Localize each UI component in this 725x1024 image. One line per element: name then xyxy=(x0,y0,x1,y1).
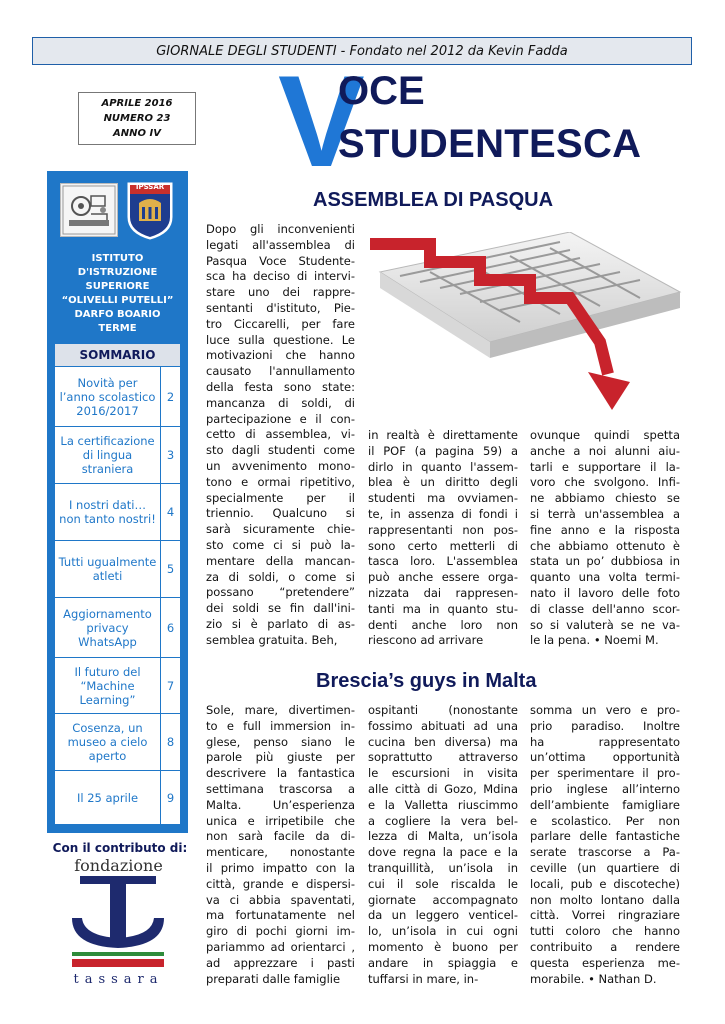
text-line: dell’ambiente famigliare xyxy=(530,797,680,812)
text-line: mancanza di soldi, di xyxy=(206,395,355,410)
text-line: va ci abbia spaventati, xyxy=(206,892,355,907)
sommario-item-page: 7 xyxy=(166,678,175,693)
sommario-item-page: 6 xyxy=(166,620,175,635)
sommario-row[interactable] xyxy=(55,427,180,484)
text-line: glese, penso siano le xyxy=(206,734,355,749)
text-line: sono certo metterli di xyxy=(368,538,518,553)
institute-line: ISTITUTO xyxy=(91,253,144,264)
text-line: tasca loro. L'assemblea xyxy=(368,554,518,569)
text-line: alle città di Gozo, Mdina xyxy=(368,781,518,796)
header-tagline-band xyxy=(32,37,692,65)
masthead-line2: STUDENTESCA xyxy=(338,122,642,166)
text-line: te, in assenza di fondi i xyxy=(368,506,518,521)
sommario-row[interactable] xyxy=(55,598,180,658)
text-line: causato l'annullamento xyxy=(206,364,355,379)
sommario-item-title: Il 25 aprile xyxy=(55,771,161,825)
text-line: Sole, mare, divertimen- xyxy=(206,703,355,717)
text-line: parlare delle fantastiche xyxy=(530,829,680,844)
text-line: tutti coloro che hanno xyxy=(530,924,680,939)
article2-column1 xyxy=(206,703,355,987)
sommario-item-title: Tutti ugualmente atleti xyxy=(55,541,161,597)
text-line: sarà sicuramente chie- xyxy=(206,522,355,537)
sommario-item-title: I nostri dati… non tanto nostri! xyxy=(55,484,161,540)
text-line: tono e ormai ripetitivo, xyxy=(206,474,355,489)
text-line: so si valuterà se ne va- xyxy=(530,617,680,632)
text-line: ne abbiamo chiesto se xyxy=(530,491,680,506)
text-line: prio paradiso. Inoltre xyxy=(530,718,680,733)
text-line: Malta. Un’esperienza xyxy=(206,797,355,812)
text-line: ad apprezzare i pasti xyxy=(206,955,355,970)
institute-line: SUPERIORE xyxy=(85,281,150,292)
text-line: somma un vero e pro- xyxy=(530,703,680,717)
sommario-item-page: 5 xyxy=(166,562,175,576)
article1-column2 xyxy=(368,428,518,649)
text-line: andare in spiaggia e xyxy=(368,955,518,970)
sommario-item-page: 9 xyxy=(166,791,175,805)
text-line: partecipazione e il con- xyxy=(206,411,355,426)
tassara-word: tassara xyxy=(73,972,164,987)
text-line: lo, un’isola in cui ogni xyxy=(368,924,518,939)
institute-line: D'ISTRUZIONE xyxy=(77,267,158,278)
institute-name xyxy=(50,252,185,336)
text-line: nato il lavoro delle foto xyxy=(530,585,680,600)
text-line: le la pena. • Noemi M. xyxy=(530,633,659,648)
article2-column3 xyxy=(530,703,680,987)
maze-illustration xyxy=(360,232,690,428)
text-line: riescono ad arrivare xyxy=(368,633,484,648)
text-line: unica e irripetibile che xyxy=(206,813,355,828)
text-line: può anche essere orga- xyxy=(368,570,518,585)
sponsor-label: Con il contributo di: xyxy=(52,841,188,855)
text-line: un’ottima opportunità xyxy=(530,750,680,765)
text-line: lezza di Malta, un’isola xyxy=(368,829,518,844)
text-line: della festa sono state: xyxy=(206,379,355,394)
text-line: tuffarsi in mare, in- xyxy=(368,971,479,986)
text-line: studenti ma ovviamen- xyxy=(368,491,518,506)
text-line: preparati dalle famiglie xyxy=(206,971,341,986)
text-line: città. Vorrei ringraziare xyxy=(530,908,680,923)
sommario-row[interactable] xyxy=(55,541,180,598)
text-line: per sperimentare il pro- xyxy=(530,766,680,781)
text-line: parole più giuste per xyxy=(206,750,355,765)
sommario-row[interactable] xyxy=(55,658,180,714)
text-line: e la Valletta riuscimmo xyxy=(368,797,518,812)
text-line: tro Ciccarelli, per fare xyxy=(206,316,355,331)
text-line: momento è buono per xyxy=(368,939,518,954)
sommario-item-page: 8 xyxy=(166,735,175,749)
machine-drawing-icon xyxy=(61,184,117,236)
sommario-row[interactable] xyxy=(55,367,180,427)
text-line: giornate accompagnato xyxy=(368,892,518,907)
sommario-item-page: 2 xyxy=(166,389,175,404)
article2-headline: Brescia’s guys in Malta xyxy=(316,670,537,692)
ipssar-shield-logo xyxy=(125,181,175,241)
text-line: che abbiamo ottenuto è xyxy=(530,538,680,553)
text-line: anche a noi alunni aiu- xyxy=(530,443,680,458)
text-line: giro di pochi giorni im- xyxy=(206,924,355,939)
text-line: tranquillità, un’isola in xyxy=(368,860,518,875)
institute-line: DARFO BOARIO xyxy=(74,309,161,320)
fondazione-word: fondazione xyxy=(74,856,163,875)
text-line: contribuito a rendere xyxy=(530,939,680,954)
issue-month: APRILE 2016 xyxy=(101,98,173,109)
sommario-item-title: Il futuro del “Machine Learning” xyxy=(55,658,161,713)
text-line: si terrà un'assemblea a xyxy=(530,506,680,521)
sommario-row[interactable] xyxy=(55,484,180,541)
text-line: sto come ci si può la- xyxy=(206,537,355,552)
text-line: Pasqua Voce Studente- xyxy=(206,253,355,268)
text-line: stata un po’ dubbiosa in xyxy=(530,554,680,569)
ipssar-label: IPSSAR xyxy=(135,183,165,191)
text-line: tarli e supportare il la- xyxy=(530,459,680,474)
text-line: dirlo in quanto l'assem- xyxy=(368,459,518,474)
text-line: dove regna la pace e la xyxy=(368,845,518,860)
sommario-table xyxy=(54,343,181,825)
text-line: fossimo abituati ad una xyxy=(368,718,518,733)
issue-number: NUMERO 23 xyxy=(103,113,171,124)
sommario-title: SOMMARIO xyxy=(55,344,180,367)
text-line: Dopo gli inconvenienti xyxy=(206,222,355,236)
text-line: ospitanti (nonostante xyxy=(368,703,518,717)
sommario-item-title: Aggiornamento privacy WhatsApp xyxy=(55,598,161,657)
text-line: fine anno e la risposta xyxy=(530,522,680,537)
text-line: luce sulla questione. Le xyxy=(206,332,355,347)
sommario-row[interactable] xyxy=(55,771,180,825)
text-line: sto dagli studenti come xyxy=(206,443,355,458)
text-line: mentare della mancan- xyxy=(206,553,355,568)
text-line: ma fortunatamente nel xyxy=(206,908,355,923)
text-line: di classe dell'anno scor- xyxy=(530,601,680,616)
text-line: cucina ben diversa) ma xyxy=(368,734,518,749)
text-line: to e full immersion in- xyxy=(206,718,355,733)
text-line: serate trascorse a Pa- xyxy=(530,845,680,860)
text-line: cetto di assemblea, vi- xyxy=(206,427,355,442)
text-line: prio inglese all’interno xyxy=(530,781,680,796)
text-line: il primo impatto con la xyxy=(206,860,355,875)
text-line: rappresentanti non pos- xyxy=(368,522,518,537)
text-line: soprattutto attraverso xyxy=(368,750,518,765)
text-line: in realtà è direttamente xyxy=(368,428,518,442)
institute-line: TERME xyxy=(98,323,137,334)
text-line: specialmente per il xyxy=(206,490,355,505)
article2-column2 xyxy=(368,703,518,987)
masthead-big-v: V xyxy=(278,48,361,194)
text-line: motivazioni che hanno xyxy=(206,348,355,363)
text-line: locali, pub e discoteche) xyxy=(530,876,680,891)
school-logo-left xyxy=(60,183,118,237)
text-line: triennio. Qualcuno si xyxy=(206,506,355,521)
text-line: sentanti d'istituto, Pie- xyxy=(206,300,355,315)
masthead-line1: OCE xyxy=(338,69,425,113)
sommario-row[interactable] xyxy=(55,714,180,771)
text-line: cui il sole riscalda le xyxy=(368,876,518,891)
text-line: ceville (un quartiere di xyxy=(530,860,680,875)
text-line: legati all'assemblea di xyxy=(206,237,355,252)
sommario-item-title: Cosenza, un museo a cielo aperto xyxy=(55,714,161,770)
issue-info-box xyxy=(78,92,196,145)
sommario-item-page: 3 xyxy=(166,448,175,462)
text-line: semblea gratuita. Beh, xyxy=(206,632,338,647)
sommario-item-title: Novità per l’anno scolastico 2016/2017 xyxy=(55,367,161,426)
text-line: ha rappresentato xyxy=(530,734,680,749)
text-line: il POF (a pagina 59) a xyxy=(368,443,518,458)
text-line: tanti ma in quanto stu- xyxy=(368,601,518,616)
text-line: non sarà facile da di- xyxy=(206,829,355,844)
text-line: descrivere la fantastica xyxy=(206,766,355,781)
header-tagline: GIORNALE DEGLI STUDENTI - Fondato nel 2012 da Kevin Fadda xyxy=(156,43,568,59)
text-line: non molto lontano dalla xyxy=(530,892,680,907)
text-line: morabile. • Nathan D. xyxy=(530,971,657,986)
text-line: quanto una volta termi- xyxy=(530,570,680,585)
text-line: possano “pretendere” xyxy=(206,585,355,600)
text-line: a cogliere la vera bel- xyxy=(368,813,518,828)
fondazione-tassara-logo xyxy=(66,856,171,991)
article1-headline: ASSEMBLEA DI PASQUA xyxy=(313,189,554,211)
article1-column3 xyxy=(530,428,680,649)
sommario-item-title: La certificazione di lingua straniera xyxy=(55,427,161,483)
issue-year: ANNO IV xyxy=(113,128,161,139)
text-line: za di soldi, o come si xyxy=(206,569,355,584)
text-line: dei soldi se fin dall'ini- xyxy=(206,601,355,616)
text-line: menticare, nonostante xyxy=(206,845,355,860)
text-line: denti anche loro non xyxy=(368,617,518,632)
sommario-item-page: 4 xyxy=(166,505,175,519)
article1-column1 xyxy=(206,222,355,649)
maze-arrow-image xyxy=(360,232,690,428)
text-line: ovunque quindi spetta xyxy=(530,428,680,442)
text-line: voro che svolgono. Infi- xyxy=(530,475,680,490)
text-line: sca ha deciso di intervi- xyxy=(206,269,355,284)
text-line: pariammo ad orientarci , xyxy=(206,939,355,954)
anchor-icon xyxy=(66,876,171,986)
text-line: zio si è parlato di as- xyxy=(206,616,355,631)
text-line: e scolastico. Per non xyxy=(530,813,680,828)
text-line: settimana trascorsa a xyxy=(206,781,355,796)
text-line: questa esperienza me- xyxy=(530,955,680,970)
text-line: un avvenimento mono- xyxy=(206,458,355,473)
text-line: nizzata dai rappresen- xyxy=(368,585,518,600)
institute-line: “OLIVELLI PUTELLI” xyxy=(61,295,174,306)
text-line: le escursioni in visita xyxy=(368,766,518,781)
text-line: stare uno dei rappre- xyxy=(206,285,355,300)
text-line: blea è un diritto degli xyxy=(368,475,518,490)
text-line: città, grande e dispersi- xyxy=(206,876,355,891)
text-line: da un leggero venticel- xyxy=(368,908,518,923)
